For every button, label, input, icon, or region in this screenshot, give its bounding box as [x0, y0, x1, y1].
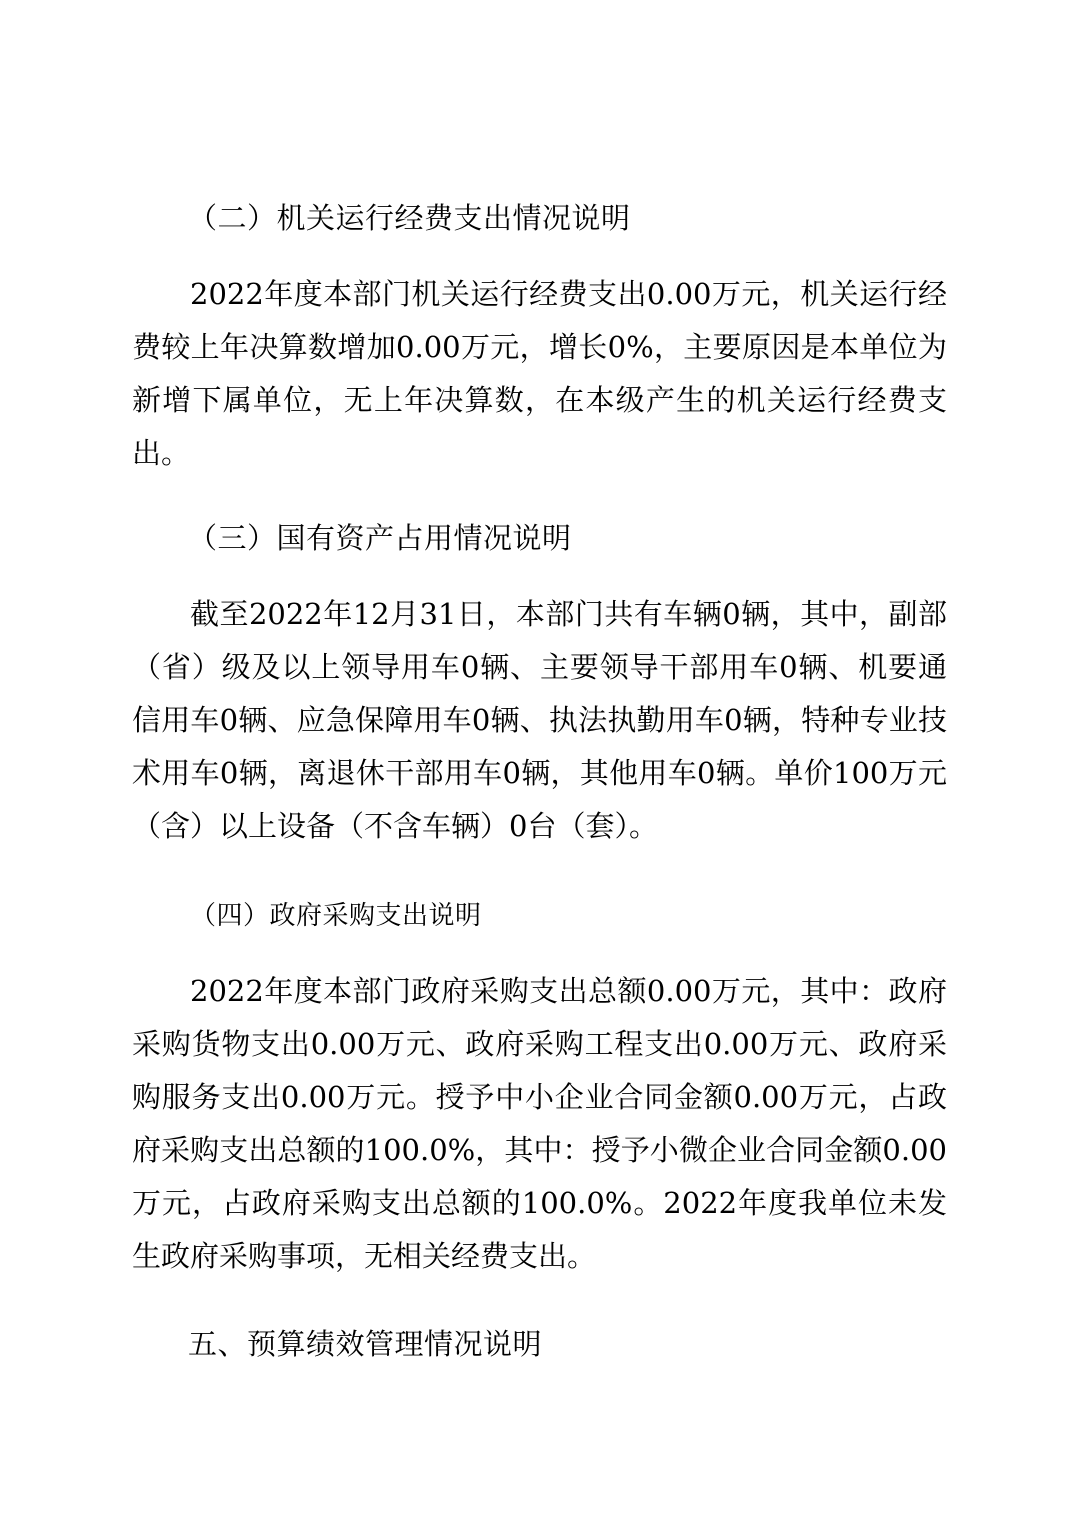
section-heading-performance-management: 五、预算绩效管理情况说明: [188, 1327, 543, 1361]
paragraph-state-assets: 截至2022年12月31日，本部门共有车辆0辆，其中，副部（省）级及以上领导用车0辆、主要领导干部用车0辆、机要通信用车0辆、应急保障用车0辆、执法执勤用车0辆，特种专业技术用车0辆，离退休干部用车0辆，其他用车0辆。单价100万元（含）以上设备（不含车辆）0台（套）。: [132, 597, 947, 843]
paragraph-operating-expenses: 2022年度本部门机关运行经费支出0.00万元，机关运行经费较上年决算数增加0.00万元，增长0%，主要原因是本单位为新增下属单位，无上年决算数，在本级产生的机关运行经费支出。: [132, 277, 947, 470]
paragraph-government-procurement: 2022年度本部门政府采购支出总额0.00万元，其中：政府采购货物支出0.00万元、政府采购工程支出0.00万元、政府采购服务支出0.00万元。授予中小企业合同金额0.00万元，占政府采购支出总额的100.0%，其中：授予小微企业合同金额0.00万元，占政府采购支出总额的100.0%。2022年度我单位未发生政府采购事项，无相关经费支出。: [132, 974, 947, 1273]
section-heading-government-procurement: （四）政府采购支出说明: [190, 901, 482, 931]
section-heading-state-assets: （三）国有资产占用情况说明: [188, 521, 572, 555]
section-heading-operating-expenses: （二）机关运行经费支出情况说明: [188, 201, 631, 235]
